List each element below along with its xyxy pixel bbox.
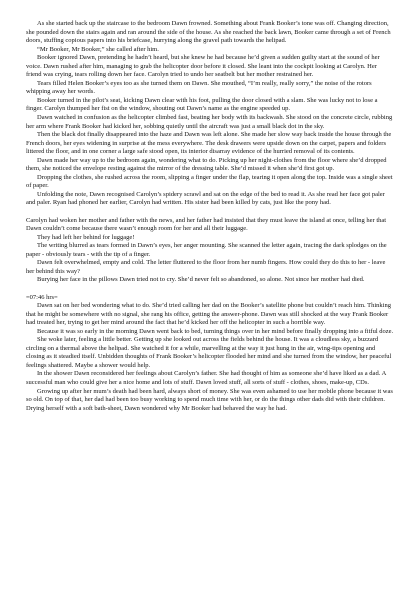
paragraph: Dawn made her way up to the bedroom again, wondering what to do. Picking up her night-clothes from the floor where she’d dropped them, she noticed the envelope resting against the mirror of the dressing table. She’d missed it when she’d first got up. (26, 156, 387, 173)
paragraph: =07:46 hrs= (26, 293, 58, 301)
paragraph: “Mr Booker, Mr Booker,” she called after him. (37, 45, 159, 53)
paragraph: Unfolding the note, Dawn recognised Carolyn’s spidery scrawl and sat on the edge of the bed to read it. As she read her face got paler and paler. Ryan had phoned her earlier, Carolyn had written. His sister had been killed by cats, just like the pony had. (26, 190, 385, 207)
paragraph: Growing up after her mum’s death had been hard, always short of money. She was even ashamed to use her mobile phone because it was so old. On top of that, her dad had been too busy working to spend much time with her, or do the things other dads did with their children. Drying herself with a soft bath-sheet, Dawn wondered why Mr Booker had behaved the way he had. (26, 387, 393, 412)
paragraph: Dawn felt overwhelmed, empty and cold. The letter fluttered to the floor from her numb fingers. How could they do this to her - leave her behind this way? (26, 259, 386, 275)
paragraph: Carolyn had woken her mother and father with the news, and her father had insisted that they must leave the island at once, telling her that Dawn couldn’t come because there wasn’t enough room for her and all their luggage. (26, 216, 387, 233)
paragraph: Booker ignored Dawn, pretending he hadn’t heard, but she knew he had because he’d given a sudden guilty start at the sound of her voice. Dawn rushed after him, managing to grab the helicopter door before it closed. She leant into the cockpit looking at Carolyn. Her friend was crying, tears rolling down her face. Carolyn tried to undo her seatbelt but her mother restrained her. (26, 54, 380, 79)
paragraph: Burying her face in the pillows Dawn tried not to cry. She’d never felt so abandoned, so alone. Not since her mother had died. (37, 276, 365, 284)
paragraph: Dropping the clothes, she rushed across the room, slipping a finger under the flap, tearing it open along the top. Inside was a single sheet of paper. (26, 173, 393, 190)
paragraph: Dawn watched in confusion as the helicopter climbed fast, beating her body with its backwash. She stood on the concrete circle, rubbing her arm where Frank Booker had kicked her, sobbing quietly until the aircraft was just a small black dot in the sky. (26, 114, 393, 130)
paragraph: Dawn sat on her bed wondering what to do. She’d tried calling her dad on the Booker’s satellite phone but couldn’t reach him. Thinking that he might be somewhere with no signal, she rang his office, getting the answer-phone. Dawn was still shocked at the way Frank Booker had treated her, trying to get her mind around the fact that he’d kicked her off the helicopter in such a horrible way. (26, 302, 391, 327)
paragraph: Booker turned in the pilot’s seat, kicking Dawn clear with his foot, pulling the door closed with a slam. She was lucky not to lose a finger. Carolyn thumped her fist on the window, shouting out Dawn’s name as the engine speeded up. (26, 96, 378, 113)
paragraph: Tears filled Helen Booker’s eyes too as she turned them on Dawn. She mouthed, “I’m really, really sorry,” the noise of the rotors whipping away her words. (26, 79, 372, 96)
paragraph: She woke later, feeling a little better. Getting up she looked out across the fields behind the house. It was a cloudless sky, a buzzard circling on a thermal above the helipad. She watched it for a while, marvelling at the way it just hung in the air, wing-tips opening and closing as it steadied itself. Unbidden thoughts of Frank Booker’s helicopter flooded her mind and she turned from the window, her peaceful feelings shattered. Maybe a shower would help. (26, 336, 392, 369)
paragraph: They had left her behind for luggage! (37, 233, 135, 241)
paragraph: The writing blurred as tears formed in Dawn’s eyes, her anger mounting. She scanned the letter again, tracing the dark splodges on the paper - obviously tears - with the tip of a finger. (26, 242, 387, 258)
paragraph: Then the black dot finally disappeared into the haze and Dawn was left alone. She made her slow way back inside the house through the French doors, her eyes widening in surprise at the mess everywhere. The desk drawers were upside down on the carpet, papers and folders littered the floor, and in one corner a large safe stood open, its interior disarray evidence of the hurried removal of its contents. (26, 131, 392, 156)
paragraph: Because it was so early in the morning Dawn went back to bed, turning things over in her mind before finally dropping into a fitful doze. (37, 327, 394, 335)
paragraph: As she started back up the staircase to the bedroom Dawn frowned. Something about Frank Booker’s tone was off. Changing direction, she pounded down the stairs again and ran around the side of the house. As she reached the back lawn, Booker came through a set of French doors, stuffing copious papers into his briefcase, hurrying along the gravel path towards the helipad. (26, 20, 391, 45)
paragraph: In the shower Dawn reconsidered her feelings about Carolyn’s father. She had thought of him as someone she’d have liked as a dad. A successful man who could give her a nice home and lots of stuff. Dawn loved stuff, all sorts of stuff - clothes, shoes, make-up, CDs. (26, 370, 386, 386)
